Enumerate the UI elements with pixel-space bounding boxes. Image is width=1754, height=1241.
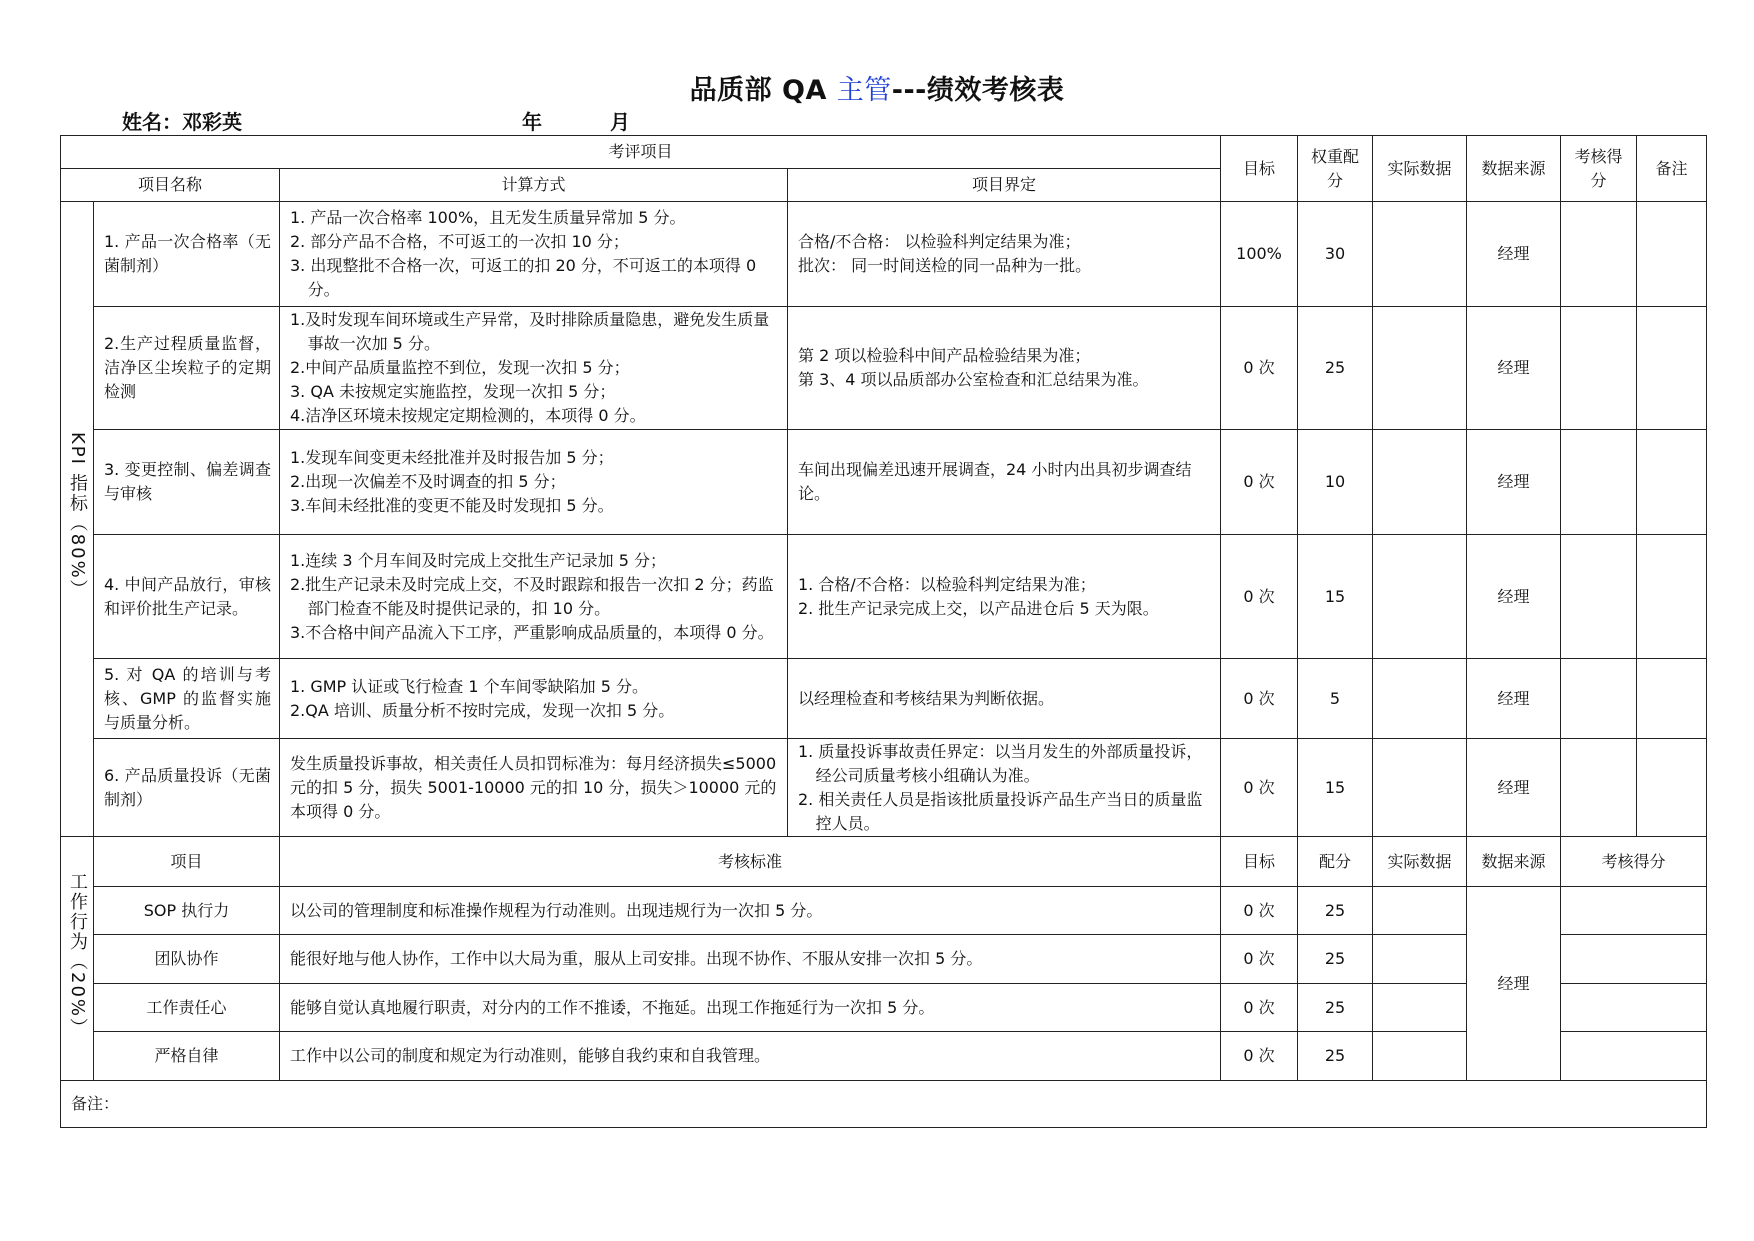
behavior-actual-cell[interactable] [1373, 984, 1467, 1032]
header-definition: 项目界定 [788, 169, 1221, 202]
year-label: 年 [522, 110, 542, 134]
behavior-target: 0 次 [1221, 1032, 1298, 1081]
behavior-header-actual: 实际数据 [1373, 837, 1467, 887]
kpi-score-cell[interactable] [1561, 739, 1637, 837]
table-row [61, 659, 1707, 739]
kpi-weight: 10 [1298, 430, 1373, 535]
performance-table [60, 135, 1707, 1128]
kpi-score-cell[interactable] [1561, 202, 1637, 307]
behavior-score-cell[interactable] [1561, 887, 1707, 935]
kpi-remark-cell[interactable] [1637, 430, 1707, 535]
kpi-method: 1.连续 3 个月车间及时完成上交批生产记录加 5 分； 2.批生产记录未及时完成上交，不及时跟踪和报告一次扣 2 分；药监部门检查不能及时提供记录的，扣 10 分。 3.不合格中间产品流入下工序，严重影响成品质量的，本项得 0 分。 [280, 535, 788, 659]
title-prefix: 品质部 QA [689, 75, 837, 106]
behavior-section-label: 工作行为（20%） [61, 837, 94, 1081]
kpi-target: 0 次 [1221, 535, 1298, 659]
table-row [61, 307, 1707, 430]
behavior-header-source: 数据来源 [1467, 837, 1561, 887]
behavior-item-name: 工作责任心 [94, 984, 280, 1032]
table-row [61, 1032, 1707, 1081]
kpi-definition: 1. 合格/不合格：以检验科判定结果为准； 2. 批生产记录完成上交，以产品进仓后 5 天为限。 [788, 535, 1221, 659]
kpi-method: 1. GMP 认证或飞行检查 1 个车间零缺陷加 5 分。 2.QA 培训、质量分析不按时完成，发现一次扣 5 分。 [280, 659, 788, 739]
kpi-remark-cell[interactable] [1637, 659, 1707, 739]
behavior-weight: 25 [1298, 1032, 1373, 1081]
header-method: 计算方式 [280, 169, 788, 202]
kpi-actual-cell[interactable] [1373, 307, 1467, 430]
kpi-section-label: KPI 指标（80%） [61, 202, 94, 837]
kpi-item-name: 1. 产品一次合格率（无菌制剂） [94, 202, 280, 307]
kpi-item-name: 2.生产过程质量监督，洁净区尘埃粒子的定期检测 [94, 307, 280, 430]
kpi-target: 0 次 [1221, 430, 1298, 535]
kpi-method: 1. 产品一次合格率 100%，且无发生质量异常加 5 分。 2. 部分产品不合格，不可返工的一次扣 10 分； 3. 出现整批不合格一次，可返工的扣 20 分，不可返工的本项得 0 分。 [280, 202, 788, 307]
table-row [61, 887, 1707, 935]
kpi-definition: 以经理检查和考核结果为判断依据。 [788, 659, 1221, 739]
kpi-definition: 车间出现偏差迅速开展调查，24 小时内出具初步调查结论。 [788, 430, 1221, 535]
page-title [0, 68, 1754, 107]
behavior-standard: 工作中以公司的制度和规定为行动准则，能够自我约束和自我管理。 [280, 1032, 1221, 1081]
kpi-method: 发生质量投诉事故，相关责任人员扣罚标准为：每月经济损失≤5000 元的扣 5 分，损失 5001-10000 元的扣 10 分，损失＞10000 元的本项得 0 分。 [280, 739, 788, 837]
behavior-header-target: 目标 [1221, 837, 1298, 887]
header-score: 考核得分 [1561, 136, 1637, 202]
behavior-header-standard: 考核标准 [280, 837, 1221, 887]
table-row [61, 535, 1707, 659]
kpi-weight: 25 [1298, 307, 1373, 430]
behavior-source: 经理 [1467, 887, 1561, 1081]
kpi-weight: 30 [1298, 202, 1373, 307]
kpi-item-name: 4. 中间产品放行，审核和评价批生产记录。 [94, 535, 280, 659]
kpi-target: 0 次 [1221, 307, 1298, 430]
behavior-target: 0 次 [1221, 935, 1298, 984]
kpi-remark-cell[interactable] [1637, 307, 1707, 430]
behavior-weight: 25 [1298, 935, 1373, 984]
kpi-actual-cell[interactable] [1373, 739, 1467, 837]
table-row [61, 202, 1707, 307]
behavior-header-score: 考核得分 [1561, 837, 1707, 887]
kpi-remark-cell[interactable] [1637, 535, 1707, 659]
behavior-header-weight: 配分 [1298, 837, 1373, 887]
behavior-actual-cell[interactable] [1373, 1032, 1467, 1081]
behavior-score-cell[interactable] [1561, 984, 1707, 1032]
behavior-target: 0 次 [1221, 984, 1298, 1032]
kpi-score-cell[interactable] [1561, 307, 1637, 430]
behavior-item-name: 严格自律 [94, 1032, 280, 1081]
behavior-actual-cell[interactable] [1373, 887, 1467, 935]
kpi-method: 1.发现车间变更未经批准并及时报告加 5 分； 2.出现一次偏差不及时调查的扣 5 分； 3.车间未经批准的变更不能及时发现扣 5 分。 [280, 430, 788, 535]
behavior-item-name: 团队协作 [94, 935, 280, 984]
kpi-actual-cell[interactable] [1373, 430, 1467, 535]
kpi-item-name: 5. 对 QA 的培训与考核、GMP 的监督实施与质量分析。 [94, 659, 280, 739]
behavior-standard: 能很好地与他人协作，工作中以大局为重，服从上司安排。出现不协作、不服从安排一次扣 5 分。 [280, 935, 1221, 984]
table-row [61, 935, 1707, 984]
header-target: 目标 [1221, 136, 1298, 202]
kpi-target: 0 次 [1221, 659, 1298, 739]
kpi-target: 0 次 [1221, 739, 1298, 837]
behavior-header-row [61, 837, 1707, 887]
kpi-source: 经理 [1467, 659, 1561, 739]
behavior-weight: 25 [1298, 887, 1373, 935]
kpi-definition: 1. 质量投诉事故责任界定：以当月发生的外部质量投诉，经公司质量考核小组确认为准。 2. 相关责任人员是指该批质量投诉产品生产当日的质量监控人员。 [788, 739, 1221, 837]
kpi-actual-cell[interactable] [1373, 535, 1467, 659]
kpi-remark-cell[interactable] [1637, 739, 1707, 837]
kpi-remark-cell[interactable] [1637, 202, 1707, 307]
employee-name: 姓名：邓彩英 [122, 110, 242, 134]
header-actual: 实际数据 [1373, 136, 1467, 202]
header-item-name: 项目名称 [61, 169, 280, 202]
behavior-standard: 以公司的管理制度和标准操作规程为行动准则。出现违规行为一次扣 5 分。 [280, 887, 1221, 935]
behavior-header-item: 项目 [94, 837, 280, 887]
title-suffix: ---绩效考核表 [891, 75, 1065, 106]
kpi-item-name: 3. 变更控制、偏差调查与审核 [94, 430, 280, 535]
kpi-weight: 15 [1298, 535, 1373, 659]
header-evaluation: 考评项目 [61, 136, 1221, 169]
kpi-weight: 5 [1298, 659, 1373, 739]
kpi-definition: 第 2 项以检验科中间产品检验结果为准； 第 3、4 项以品质部办公室检查和汇总结果为准。 [788, 307, 1221, 430]
title-highlight: 主管 [836, 75, 892, 106]
behavior-actual-cell[interactable] [1373, 935, 1467, 984]
kpi-actual-cell[interactable] [1373, 202, 1467, 307]
kpi-actual-cell[interactable] [1373, 659, 1467, 739]
table-row [61, 739, 1707, 837]
behavior-item-name: SOP 执行力 [94, 887, 280, 935]
kpi-source: 经理 [1467, 202, 1561, 307]
kpi-score-cell[interactable] [1561, 430, 1637, 535]
behavior-score-cell[interactable] [1561, 935, 1707, 984]
kpi-definition: 合格/不合格： 以检验科判定结果为准； 批次： 同一时间送检的同一品种为一批。 [788, 202, 1221, 307]
kpi-source: 经理 [1467, 430, 1561, 535]
behavior-target: 0 次 [1221, 887, 1298, 935]
kpi-source: 经理 [1467, 535, 1561, 659]
kpi-method: 1.及时发现车间环境或生产异常，及时排除质量隐患，避免发生质量事故一次加 5 分。 2.中间产品质量监控不到位，发现一次扣 5 分； 3. QA 未按规定实施监控，发现一次扣 5 分； 4.洁净区环境未按规定定期检测的，本项得 0 分。 [280, 307, 788, 430]
kpi-target: 100% [1221, 202, 1298, 307]
header-source: 数据来源 [1467, 136, 1561, 202]
kpi-weight: 15 [1298, 739, 1373, 837]
behavior-score-cell[interactable] [1561, 1032, 1707, 1081]
kpi-item-name: 6. 产品质量投诉（无菌制剂） [94, 739, 280, 837]
remark-row [61, 1081, 1707, 1128]
behavior-weight: 25 [1298, 984, 1373, 1032]
remark-label[interactable]: 备注： [61, 1081, 1707, 1128]
table-row [61, 984, 1707, 1032]
kpi-source: 经理 [1467, 739, 1561, 837]
table-row [61, 430, 1707, 535]
behavior-standard: 能够自觉认真地履行职责，对分内的工作不推诿，不拖延。出现工作拖延行为一次扣 5 分。 [280, 984, 1221, 1032]
header-weight: 权重配分 [1298, 136, 1373, 202]
kpi-source: 经理 [1467, 307, 1561, 430]
kpi-score-cell[interactable] [1561, 535, 1637, 659]
month-label: 月 [610, 110, 630, 134]
kpi-score-cell[interactable] [1561, 659, 1637, 739]
header-remark: 备注 [1637, 136, 1707, 202]
